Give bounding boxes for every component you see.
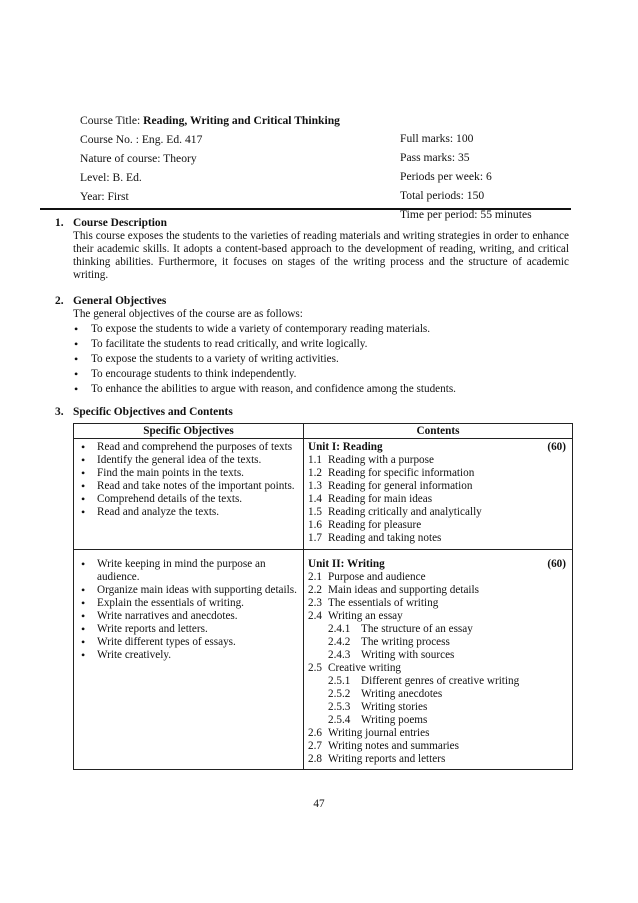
course-title: Course Title: Reading, Writing and Critical Thinking — [80, 114, 340, 127]
course-title-value: Reading, Writing and Critical Thinking — [143, 114, 340, 127]
content-item: 2.3 The essentials of writing — [308, 597, 439, 609]
unit-title: Unit I: Reading — [308, 441, 383, 453]
content-item: 2.1 Purpose and audience — [308, 571, 426, 583]
course-info-left — [80, 111, 340, 206]
list-item: • Write narratives and anecdotes. — [80, 610, 299, 623]
list-item: • Write keeping in mind the purpose an audience. — [80, 558, 299, 584]
unit-title: Unit II: Writing — [308, 558, 385, 570]
total-periods: Total periods: 150 — [400, 189, 485, 202]
full-marks: Full marks: 100 — [400, 132, 474, 145]
list-item: • To expose the students to a variety of writing activities. — [73, 352, 456, 367]
contents-cell — [304, 439, 573, 550]
table-row — [74, 439, 573, 550]
objectives-list — [80, 441, 299, 519]
objectives-list — [80, 558, 299, 662]
content-subitem: 2.5.1 Different genres of creative writing — [328, 675, 520, 687]
list-item: • Read and take notes of the important points. — [80, 480, 299, 493]
content-subitem: 2.4.1 The structure of an essay — [328, 623, 473, 635]
content-item: 1.1 Reading with a purpose — [308, 454, 434, 466]
list-item: • To facilitate the students to read critically, and write logically. — [73, 337, 456, 352]
list-item: • Comprehend details of the texts. — [80, 493, 299, 506]
list-item: • To encourage students to think independently. — [73, 367, 456, 382]
list-item: • Explain the essentials of writing. — [80, 597, 299, 610]
content-item: 2.2 Main ideas and supporting details — [308, 584, 480, 596]
content-item: 1.3 Reading for general information — [308, 480, 473, 492]
time-per-period: Time per period: 55 minutes — [400, 208, 532, 221]
table-row — [74, 550, 573, 770]
column-header-objectives: Specific Objectives — [74, 424, 304, 439]
content-subitem: 2.5.2 Writing anecdotes — [328, 688, 443, 700]
content-item: 2.4 Writing an essay — [308, 610, 403, 622]
list-item: • Write reports and letters. — [80, 623, 299, 636]
course-description-text: This course exposes the students to the varieties of reading materials and writing strategies in order to enhance their academic skills. It adopts a content-based approach to the development of reading, writing, and critical thinking abilities. Furthermore, it focuses on stages of the writing process and the structure of academic writing. — [73, 230, 569, 281]
periods-per-week: Periods per week: 6 — [400, 170, 492, 183]
course-nature: Nature of course: Theory — [80, 152, 197, 165]
content-item: 1.4 Reading for main ideas — [308, 493, 433, 505]
list-item: • Write different types of essays. — [80, 636, 299, 649]
course-year: Year: First — [80, 190, 129, 203]
general-objectives-list — [73, 322, 456, 397]
list-item: • Write creatively. — [80, 649, 299, 662]
content-item: 1.6 Reading for pleasure — [308, 519, 422, 531]
list-item: • Organize main ideas with supporting details. — [80, 584, 299, 597]
unit-heading — [308, 441, 566, 454]
course-level: Level: B. Ed. — [80, 171, 142, 184]
pass-marks: Pass marks: 35 — [400, 151, 470, 164]
section-heading-general-objectives: 2. General Objectives — [55, 295, 167, 307]
unit-heading — [308, 558, 566, 571]
list-item: • Find the main points in the texts. — [80, 467, 299, 480]
content-item: 1.2 Reading for specific information — [308, 467, 475, 479]
content-item: 2.8 Writing reports and letters — [308, 753, 446, 765]
objectives-cell — [74, 550, 304, 770]
course-number: Course No. : Eng. Ed. 417 — [80, 133, 203, 146]
unit-hours: (60) — [547, 441, 566, 453]
header-divider — [40, 208, 571, 210]
list-item: • Read and comprehend the purposes of texts — [80, 441, 299, 454]
content-item: 1.7 Reading and taking notes — [308, 532, 442, 544]
content-subitem: 2.4.2 The writing process — [328, 636, 450, 648]
objectives-cell — [74, 439, 304, 550]
section-heading-specific-objectives: 3. Specific Objectives and Contents — [55, 406, 233, 418]
list-item: • Read and analyze the texts. — [80, 506, 299, 519]
content-subitem: 2.4.3 Writing with sources — [328, 649, 455, 661]
content-item: 1.5 Reading critically and analytically — [308, 506, 482, 518]
list-item: • To expose the students to wide a variety of contemporary reading materials. — [73, 322, 456, 337]
content-item: 2.7 Writing notes and summaries — [308, 740, 459, 752]
content-item: 2.6 Writing journal entries — [308, 727, 430, 739]
page-number: 47 — [313, 798, 325, 810]
content-item: 2.5 Creative writing — [308, 662, 402, 674]
objectives-contents-table — [73, 423, 573, 770]
content-subitem: 2.5.4 Writing poems — [328, 714, 428, 726]
list-item: • To enhance the abilities to argue with reason, and confidence among the students. — [73, 382, 456, 397]
general-objectives-intro: The general objectives of the course are as follows: — [73, 308, 303, 320]
section-heading-course-description: 1. Course Description — [55, 217, 167, 229]
content-subitem: 2.5.3 Writing stories — [328, 701, 428, 713]
unit-hours: (60) — [547, 558, 566, 570]
contents-cell — [304, 550, 573, 770]
table-header-row — [74, 424, 573, 439]
column-header-contents: Contents — [304, 424, 573, 439]
list-item: • Identify the general idea of the texts. — [80, 454, 299, 467]
